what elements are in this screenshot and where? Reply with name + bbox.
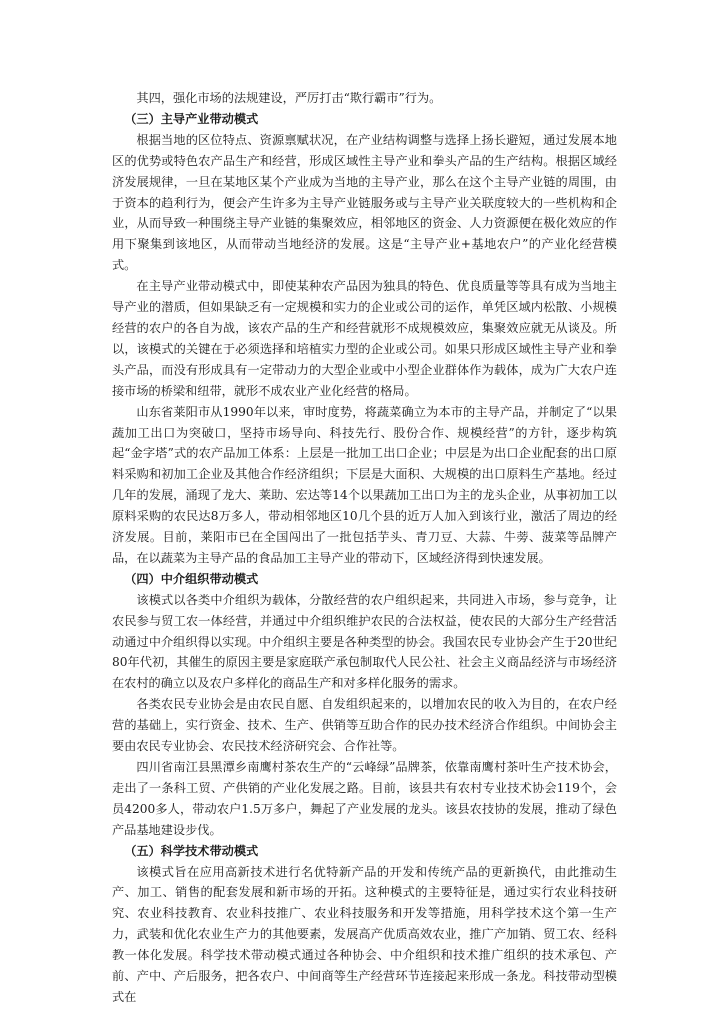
paragraph: 该模式旨在应用高新技术进行名优特新产品的开发和传统产品的更新换代，由此推动生产、加工、销售的配套发展和新市场的开拓。这种模式的主要特征是，通过实行农业科技研究、农业科技教育、农业科技推广、农业科技服务和开发等措施，用科学技术这个第一生产力，武装和优化农业生产力的其他要素，发展高产优质高效农业，推广产加销、贸工农、经科教一体化发展。科学技术带动模式通过各种协会、中介组织和技术推广组织的技术承包、产前、产中、产后服务，把各农户、中间商等生产经营环节连接起来形成一条龙。科技带动型模式在: [112, 864, 617, 1004]
section-heading-science-tech: （五）科学技术带动模式: [124, 843, 259, 858]
document-page: [112, 88, 617, 1008]
paragraph: 山东省莱阳市从1990年以来，审时度势，将蔬菜确立为本市的主导产品，并制定了“以果蔬加工出口为突破口，坚持市场导向、科技先行、股份合作、规模经营”的方针，逐步构筑起“金字塔”式的农产品加工体系：上层是一批加工出口企业；中层是为出口企业配套的出口原料采购和初加工企业及其他合作经济组织；下层是大面积、大规模的出口原料生产基地。经过几年的发展，涌现了龙大、莱助、宏达等14个以果蔬加工出口为主的龙头企业，从事初加工以原料采购的农民达8万多人，带动相邻地区10几个县的近万人加入到该行业，激活了周边的经济发展。目前，莱阳市已在全国闯出了一批包括芋头、青刀豆、大蒜、牛蒡、菠菜等品牌产品，在以蔬菜为主导产品的食品加工主导产业的带动下，区域经济得到快速发展。: [112, 404, 617, 565]
paragraph: 各类农民专业协会是由农民自愿、自发组织起来的，以增加农民的收入为目的，在农户经营的基础上，实行资金、技术、生产、供销等互助合作的民办技术经济合作组织。中间协会主要由农民专业协会、农民技术经济研究会、合作社等。: [112, 697, 617, 754]
paragraph: 根据当地的区位特点、资源禀赋状况，在产业结构调整与选择上扬长避短，通过发展本地区的优势或特色农产品生产和经营，形成区域性主导产业和拳头产品的生产结构。根据区域经济发展规律，一旦在某地区某个产业成为当地的主导产业，那么在这个主导产业链的周围，由于资本的趋利行为，便会产生许多为主导产业链服务或与主导产业关联度较大的一些机构和企业，从而导致一种围绕主导产业链的集聚效应，相邻地区的资金、人力资源便在极化效应的作用下聚集到该地区，从而带动当地经济的发展。这是“主导产业+基地农户”的产业化经营模式。: [112, 132, 617, 273]
paragraph: 在主导产业带动模式中，即使某种农产品因为独具的特色、优良质量等等具有成为当地主导产业的潜质，但如果缺乏有一定规模和实力的企业或公司的运作，单凭区域内松散、小规模经营的农户的各自为战，该农产品的生产和经营就形不成规模效应，集聚效应就无从谈及。所以，该模式的关键在于必须选择和培植实力型的企业或公司。如果只形成区域性主导产业和拳头产品，而没有形成具有一定带动力的大型企业或中小型企业群体作为载体，成为广大农户连接市场的桥梁和纽带，就形不成农业产业化经营的格局。: [112, 279, 617, 398]
paragraph: 四川省南江县黑潭乡南鹰村茶农生产的“云峰绿”品牌茶，依靠南鹰村茶叶生产技术协会，走出了一条科工贸、产供销的产业化发展之路。目前，该县共有农村专业技术协会119个，会员4200多人，带动农户1.5万多户，舞起了产业发展的龙头。该县农技协的发展，推动了绿色产品基地建设步伐。: [112, 760, 617, 837]
section-heading-leading-industry: （三）主导产业带动模式: [124, 111, 259, 126]
paragraph-intro: 其四，强化市场的法规建设，严厉打击“欺行霸市”行为。: [136, 91, 442, 105]
section-heading-intermediary: （四）中介组织带动模式: [124, 571, 259, 586]
paragraph: 该模式以各类中介组织为载体，分散经营的农户组织起来，共同进入市场，参与竞争，让农民参与贸工农一体经营，并通过中介组织维护农民的合法权益，使农民的大部分生产经营活动通过中介组织得以实现。中介组织主要是各种类型的协会。我国农民专业协会产生于20世纪80年代初，其催生的原因主要是家庭联产承包制取代人民公社、社会主义商品经济与市场经济在农村的确立以及农户多样化的商品生产和对多样化服务的需求。: [112, 592, 617, 691]
